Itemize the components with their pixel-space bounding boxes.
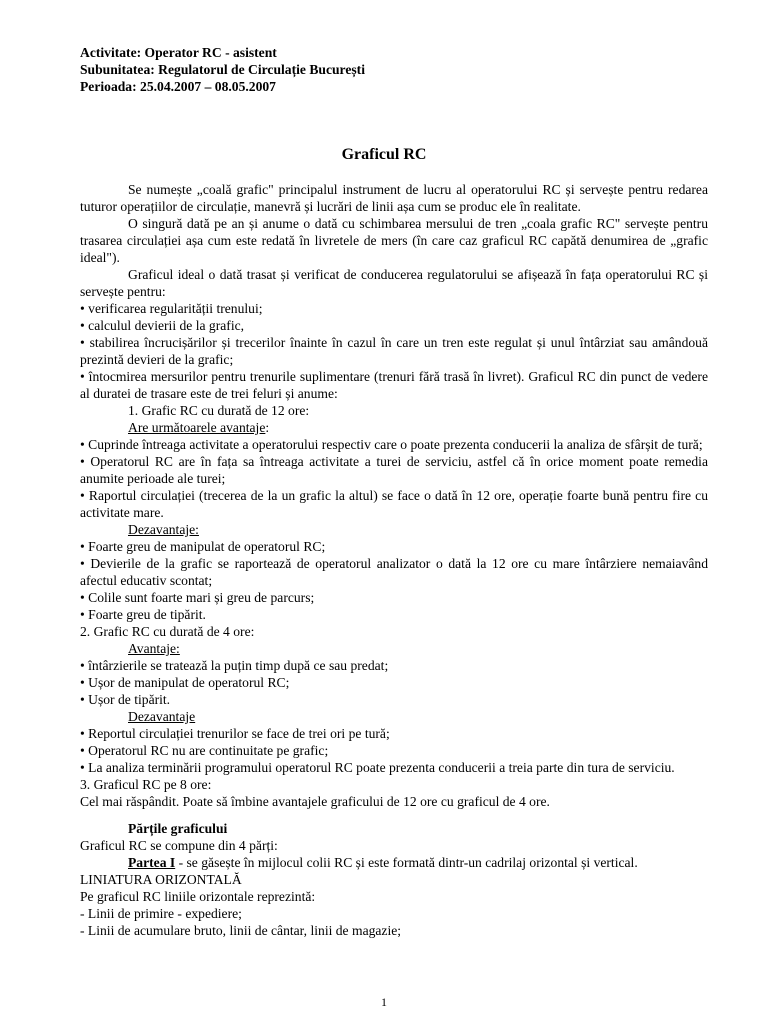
disadvantages-4h-label: Dezavantaje xyxy=(128,709,196,724)
section-12h-title: 1. Grafic RC cu durată de 12 ore: xyxy=(128,403,310,418)
page-title: Graficul RC xyxy=(341,146,427,163)
list-item: • calculul devierii de la grafic, xyxy=(80,318,245,333)
part1-label: Partea I xyxy=(128,855,176,870)
list-item: • întârzierile se tratează la puțin timp după ce sau predat; xyxy=(80,658,389,673)
subunit-line: Subunitatea: Regulatorul de Circulație București xyxy=(80,62,365,77)
list-item: • Raportul circulației (trecerea de la un grafic la altul) se face o dată în 12 ore, operație foarte bună pentru fire cu activitate mare. xyxy=(80,488,708,520)
part1-text: - se găsește în mijlocul colii RC și este formată dintr-un cadrilaj orizontal și vertical. xyxy=(175,855,638,870)
period-line: Perioada: 25.04.2007 – 08.05.2007 xyxy=(80,79,276,94)
section-8h-text: Cel mai răspândit. Poate să îmbine avantajele graficului de 12 ore cu graficul de 4 ore. xyxy=(80,794,550,809)
document-body xyxy=(80,181,708,939)
document-header xyxy=(80,44,365,95)
list-item: • La analiza terminării programului operatorul RC poate prezenta conducerii a treia parte din tura de serviciu. xyxy=(80,760,675,775)
list-item: • verificarea regularității trenului; xyxy=(80,301,263,316)
page-number: 1 xyxy=(381,995,387,1009)
paragraph-intro: Se numește „coală grafic" principalul instrument de lucru al operatorului RC și servește pentru redarea tuturor operațiilor de circulație, manevră și lucrări de linii așa cum se produc ele în realitate. xyxy=(80,182,708,214)
list-item: • stabilirea încrucișărilor și trecerilor înainte în cazul în care un tren este regulat și unul întârziat sau amândouă prezintă devieri de la grafic; xyxy=(80,335,708,367)
disadvantages-12h-label: Dezavantaje: xyxy=(128,522,199,537)
list-item: • Foarte greu de manipulat de operatorul RC; xyxy=(80,539,326,554)
advantages-4h-label: Avantaje: xyxy=(128,641,180,656)
list-item: - Linii de acumulare bruto, linii de cântar, linii de magazie; xyxy=(80,923,402,938)
section-4h-title: 2. Grafic RC cu durată de 4 ore: xyxy=(80,624,255,639)
advantages-12h-heading xyxy=(80,419,708,436)
list-item: • întocmirea mersurilor pentru trenurile suplimentare (trenuri fără trasă în livret). Graficul RC din punct de vedere al duratei de trasare este de trei feluri și anume: xyxy=(80,369,708,401)
disadvantages-4h-heading xyxy=(80,708,708,725)
horizontal-lines-title: LINIATURA ORIZONTALĂ xyxy=(80,872,242,887)
list-item: • Reportul circulației trenurilor se face de trei ori pe tură; xyxy=(80,726,390,741)
list-item: • Cuprinde întreaga activitate a operatorului respectiv care o poate prezenta conducerii la analiza de sfârșit de tură; xyxy=(80,437,703,452)
paragraph-uses: Graficul ideal o dată trasat și verificat de conducerea regulatorului se afișează în fața operatorului RC și servește pentru: xyxy=(80,267,708,299)
disadvantages-12h-heading xyxy=(80,521,708,538)
activity-line: Activitate: Operator RC - asistent xyxy=(80,45,277,60)
part1-paragraph xyxy=(80,854,708,871)
list-item: • Devierile de la grafic se raportează de operatorul analizator o dată la 12 ore cu mare întârziere nemaiavând afectul educativ scontat; xyxy=(80,556,708,588)
list-item: • Ușor de manipulat de operatorul RC; xyxy=(80,675,290,690)
paragraph-ideal-chart: O singură dată pe an și anume o dată cu schimbarea mersului de tren „coala grafic RC" servește pentru trasarea circulației așa cum este redată în livretele de mers (în care caz graficul RC capătă denumirea de „grafic ideal"). xyxy=(80,216,708,265)
section-8h-title: 3. Graficul RC pe 8 ore: xyxy=(80,777,212,792)
list-item: • Colile sunt foarte mari și greu de parcurs; xyxy=(80,590,315,605)
horizontal-lines-intro: Pe graficul RC liniile orizontale reprezintă: xyxy=(80,889,316,904)
advantages-12h-colon: : xyxy=(265,420,270,435)
list-item: - Linii de primire - expediere; xyxy=(80,906,242,921)
list-item: • Foarte greu de tipărit. xyxy=(80,607,206,622)
parts-intro: Graficul RC se compune din 4 părți: xyxy=(80,838,278,853)
list-item: • Operatorul RC are în fața sa întreaga activitate a turei de serviciu, astfel că în orice moment poate remedia anumite perioade ale turei; xyxy=(80,454,708,486)
advantages-12h-label: Are următoarele avantaje xyxy=(128,420,266,435)
list-item: • Operatorul RC nu are continuitate pe grafic; xyxy=(80,743,329,758)
advantages-4h-heading xyxy=(80,640,708,657)
parts-title: Părțile graficului xyxy=(128,821,228,836)
list-item: • Ușor de tipărit. xyxy=(80,692,171,707)
